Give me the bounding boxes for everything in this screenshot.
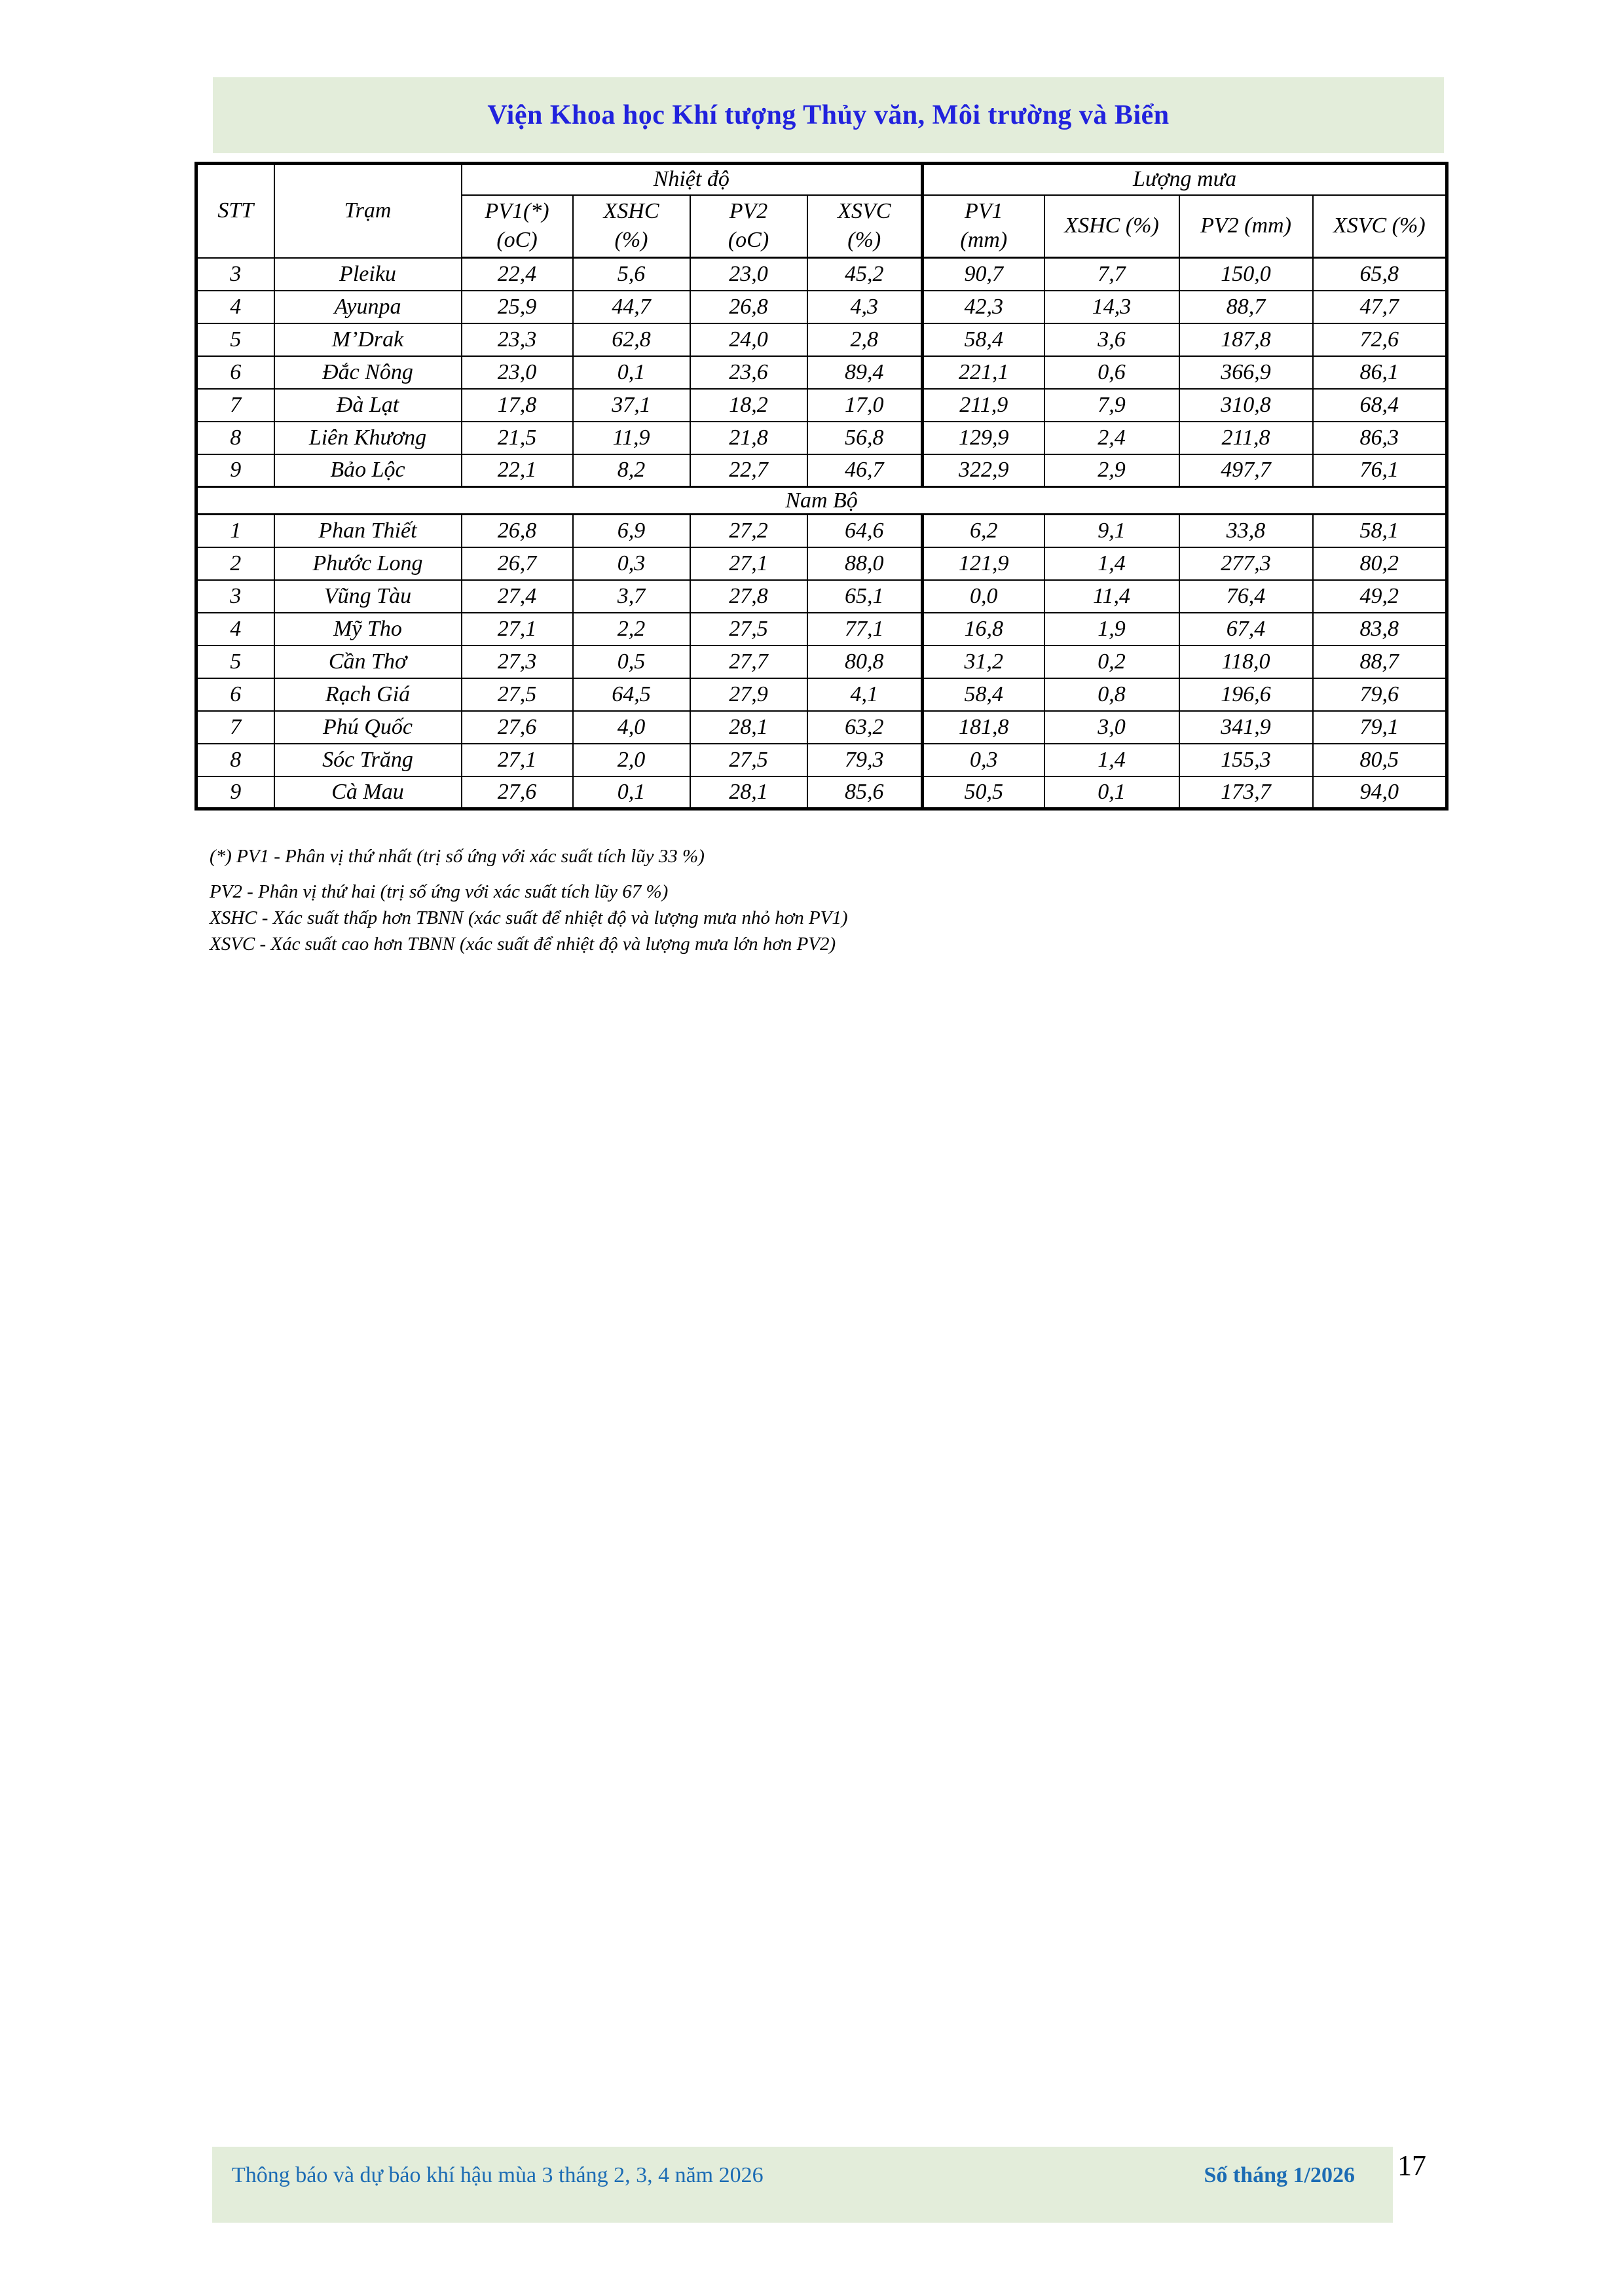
subheader-label: PV2 — [729, 199, 768, 224]
rain-xshc-cell: 1,4 — [1044, 744, 1179, 776]
rain-pv2-cell: 33,8 — [1179, 515, 1313, 547]
temp-pv2-cell: 23,0 — [690, 258, 807, 291]
rain-pv1-cell: 16,8 — [923, 613, 1044, 646]
rain-xshc-cell: 0,8 — [1044, 678, 1179, 711]
temp-pv2-cell: 21,8 — [690, 422, 807, 454]
rain-pv2-cell: 173,7 — [1179, 776, 1313, 809]
rain-xshc-cell: 1,4 — [1044, 547, 1179, 580]
temp-xsvc-cell: 63,2 — [807, 711, 923, 744]
row-stt-cell: 4 — [196, 613, 274, 646]
temp-xshc-cell: 3,7 — [573, 580, 690, 613]
rain-xshc-cell: 0,1 — [1044, 776, 1179, 809]
temp-pv1-cell: 27,1 — [462, 744, 573, 776]
header-band — [213, 77, 1444, 153]
subheader-label: XSVC (%) — [1333, 213, 1426, 238]
temp-pv2-cell: 22,7 — [690, 454, 807, 487]
temp-xshc-cell: 64,5 — [573, 678, 690, 711]
temp-pv1-cell: 26,8 — [462, 515, 573, 547]
rain-xshc-cell: 3,0 — [1044, 711, 1179, 744]
rain-pv1-cell: 58,4 — [923, 678, 1044, 711]
row-stt-cell: 9 — [196, 776, 274, 809]
rain-xsvc-cell: 79,1 — [1313, 711, 1447, 744]
rain-pv2-cell: 341,9 — [1179, 711, 1313, 744]
footnote-pv2: PV2 - Phân vị thứ hai (trị số ứng với xác suất tích lũy 67 %) — [210, 881, 669, 902]
rain-xsvc-cell: 88,7 — [1313, 646, 1447, 678]
temp-xshc-cell: 4,0 — [573, 711, 690, 744]
row-station-cell: Phan Thiết — [274, 515, 462, 547]
page-title: Viện Khoa học Khí tượng Thủy văn, Môi trường và Biển — [487, 100, 1170, 130]
row-stt-cell: 6 — [196, 678, 274, 711]
subheader-label: XSVC — [838, 199, 891, 224]
row-stt-cell: 3 — [196, 258, 274, 291]
row-station-cell: Phước Long — [274, 547, 462, 580]
temp-pv2-cell: 27,9 — [690, 678, 807, 711]
temp-pv1-cell: 25,9 — [462, 291, 573, 323]
temp-pv1-cell: 27,6 — [462, 711, 573, 744]
table-row — [196, 776, 1447, 809]
temp-xshc-cell: 0,5 — [573, 646, 690, 678]
temp-pv1-cell: 21,5 — [462, 422, 573, 454]
row-station-cell: Ayunpa — [274, 291, 462, 323]
table-row — [196, 454, 1447, 487]
row-station-cell: Rạch Giá — [274, 678, 462, 711]
rain-pv1-cell: 322,9 — [923, 454, 1044, 487]
table-row — [196, 515, 1447, 547]
rain-pv1-cell: 58,4 — [923, 323, 1044, 356]
temp-pv1-cell: 27,6 — [462, 776, 573, 809]
footnotes — [210, 845, 1192, 958]
temp-xshc-cell: 62,8 — [573, 323, 690, 356]
rain-pv2-cell: 277,3 — [1179, 547, 1313, 580]
table-row — [196, 422, 1447, 454]
section-divider-body — [196, 487, 1447, 515]
rain-xshc-cell: 14,3 — [1044, 291, 1179, 323]
rain-pv1-cell: 129,9 — [923, 422, 1044, 454]
rain-xsvc-cell: 72,6 — [1313, 323, 1447, 356]
temp-pv2-cell: 27,5 — [690, 744, 807, 776]
page-number: 17 — [1397, 2149, 1426, 2181]
row-stt-cell: 5 — [196, 323, 274, 356]
temp-pv1-cell: 26,7 — [462, 547, 573, 580]
footer-publication-title: Thông báo và dự báo khí hậu mùa 3 tháng 2, 3, 4 năm 2026 — [232, 2163, 764, 2187]
rain-xsvc-cell: 65,8 — [1313, 258, 1447, 291]
row-station-cell: Vũng Tàu — [274, 580, 462, 613]
row-station-cell: Pleiku — [274, 258, 462, 291]
temp-xshc-cell: 0,1 — [573, 776, 690, 809]
row-station-cell: Cà Mau — [274, 776, 462, 809]
subheader-label: PV1(*) — [485, 199, 549, 224]
rain-xshc-cell: 2,9 — [1044, 454, 1179, 487]
rain-xsvc-cell: 94,0 — [1313, 776, 1447, 809]
rain-pv2-cell: 76,4 — [1179, 580, 1313, 613]
rain-xsvc-cell: 79,6 — [1313, 678, 1447, 711]
temp-xshc-cell: 2,0 — [573, 744, 690, 776]
table-body-highlands — [196, 258, 1447, 487]
row-stt-cell: 1 — [196, 515, 274, 547]
rain-pv1-cell: 221,1 — [923, 356, 1044, 389]
rain-xshc-cell: 7,9 — [1044, 389, 1179, 422]
rain-pv2-cell: 497,7 — [1179, 454, 1313, 487]
subheader-temp-pv2 — [690, 195, 807, 258]
table-header — [196, 164, 1447, 258]
group-header-temperature: Nhiệt độ — [462, 164, 923, 195]
table-row — [196, 356, 1447, 389]
temp-xsvc-cell: 77,1 — [807, 613, 923, 646]
table-row — [196, 613, 1447, 646]
rain-xshc-cell: 2,4 — [1044, 422, 1179, 454]
rain-pv1-cell: 121,9 — [923, 547, 1044, 580]
subheader-rain-pv1 — [923, 195, 1044, 258]
temp-xsvc-cell: 17,0 — [807, 389, 923, 422]
temp-xsvc-cell: 46,7 — [807, 454, 923, 487]
subheader-label: PV1 — [965, 199, 1003, 224]
table-row — [196, 547, 1447, 580]
table-row — [196, 678, 1447, 711]
subheader-temp-xshc — [573, 195, 690, 258]
row-stt-cell: 4 — [196, 291, 274, 323]
temp-xshc-cell: 6,9 — [573, 515, 690, 547]
subheader-rain-xshc — [1044, 195, 1179, 258]
temp-pv2-cell: 27,2 — [690, 515, 807, 547]
subheader-unit: (mm) — [960, 228, 1008, 253]
footnote-pv1: (*) PV1 - Phân vị thứ nhất (trị số ứng với xác suất tích lũy 33 %) — [210, 846, 705, 867]
temp-xsvc-cell: 79,3 — [807, 744, 923, 776]
temp-xsvc-cell: 4,1 — [807, 678, 923, 711]
rain-pv2-cell: 155,3 — [1179, 744, 1313, 776]
subheader-rain-pv2 — [1179, 195, 1313, 258]
footnote-xshc: XSHC - Xác suất thấp hơn TBNN (xác suất để nhiệt độ và lượng mưa nhỏ hơn PV1) — [210, 907, 848, 928]
group-header-rainfall: Lượng mưa — [923, 164, 1447, 195]
rain-xsvc-cell: 83,8 — [1313, 613, 1447, 646]
rain-xshc-cell: 9,1 — [1044, 515, 1179, 547]
row-stt-cell: 3 — [196, 580, 274, 613]
subheader-unit: (oC) — [496, 228, 538, 253]
climate-forecast-table — [194, 162, 1449, 811]
rain-pv2-cell: 366,9 — [1179, 356, 1313, 389]
row-station-cell: Phú Quốc — [274, 711, 462, 744]
row-station-cell: Cần Thơ — [274, 646, 462, 678]
temp-pv2-cell: 26,8 — [690, 291, 807, 323]
subheader-unit: (%) — [614, 228, 648, 253]
row-station-cell: M’Drak — [274, 323, 462, 356]
temp-pv1-cell: 17,8 — [462, 389, 573, 422]
subheader-unit: (oC) — [728, 228, 769, 253]
table-body-nam-bo — [196, 515, 1447, 809]
rain-xshc-cell: 3,6 — [1044, 323, 1179, 356]
temp-pv1-cell: 27,3 — [462, 646, 573, 678]
table-row — [196, 744, 1447, 776]
row-station-cell: Mỹ Tho — [274, 613, 462, 646]
rain-xsvc-cell: 80,2 — [1313, 547, 1447, 580]
row-stt-cell: 5 — [196, 646, 274, 678]
table-row — [196, 580, 1447, 613]
temp-pv2-cell: 27,1 — [690, 547, 807, 580]
temp-pv2-cell: 27,5 — [690, 613, 807, 646]
table-row — [196, 389, 1447, 422]
rain-xshc-cell: 0,2 — [1044, 646, 1179, 678]
temp-pv2-cell: 24,0 — [690, 323, 807, 356]
temp-xsvc-cell: 56,8 — [807, 422, 923, 454]
rain-xsvc-cell: 86,3 — [1313, 422, 1447, 454]
row-station-cell: Đà Lạt — [274, 389, 462, 422]
row-stt-cell: 6 — [196, 356, 274, 389]
subheader-unit: (%) — [847, 228, 881, 253]
rain-xshc-cell: 1,9 — [1044, 613, 1179, 646]
temp-xsvc-cell: 45,2 — [807, 258, 923, 291]
subheader-rain-xsvc — [1313, 195, 1447, 258]
temp-xsvc-cell: 65,1 — [807, 580, 923, 613]
temp-xshc-cell: 0,1 — [573, 356, 690, 389]
rain-pv1-cell: 211,9 — [923, 389, 1044, 422]
rain-xsvc-cell: 76,1 — [1313, 454, 1447, 487]
row-stt-cell: 8 — [196, 422, 274, 454]
rain-pv1-cell: 0,3 — [923, 744, 1044, 776]
temp-xshc-cell: 44,7 — [573, 291, 690, 323]
rain-pv1-cell: 6,2 — [923, 515, 1044, 547]
temp-pv1-cell: 22,4 — [462, 258, 573, 291]
temp-pv1-cell: 27,5 — [462, 678, 573, 711]
temp-xsvc-cell: 89,4 — [807, 356, 923, 389]
row-stt-cell: 2 — [196, 547, 274, 580]
footnote-xsvc: XSVC - Xác suất cao hơn TBNN (xác suất để nhiệt độ và lượng mưa lớn hơn PV2) — [210, 934, 836, 955]
temp-xsvc-cell: 2,8 — [807, 323, 923, 356]
temp-xshc-cell: 0,3 — [573, 547, 690, 580]
rain-pv1-cell: 90,7 — [923, 258, 1044, 291]
temp-xsvc-cell: 64,6 — [807, 515, 923, 547]
temp-pv2-cell: 28,1 — [690, 711, 807, 744]
temp-pv2-cell: 18,2 — [690, 389, 807, 422]
rain-xsvc-cell: 49,2 — [1313, 580, 1447, 613]
rain-xsvc-cell: 86,1 — [1313, 356, 1447, 389]
temp-pv1-cell: 23,0 — [462, 356, 573, 389]
rain-xsvc-cell: 68,4 — [1313, 389, 1447, 422]
rain-pv1-cell: 31,2 — [923, 646, 1044, 678]
rain-pv2-cell: 211,8 — [1179, 422, 1313, 454]
row-stt-cell: 9 — [196, 454, 274, 487]
temp-xshc-cell: 11,9 — [573, 422, 690, 454]
row-stt-cell: 7 — [196, 389, 274, 422]
footer-band — [212, 2147, 1393, 2223]
table-row — [196, 323, 1447, 356]
temp-pv1-cell: 27,4 — [462, 580, 573, 613]
rain-pv1-cell: 181,8 — [923, 711, 1044, 744]
temp-xshc-cell: 37,1 — [573, 389, 690, 422]
rain-pv2-cell: 118,0 — [1179, 646, 1313, 678]
row-station-cell: Liên Khương — [274, 422, 462, 454]
subheader-label: XSHC (%) — [1064, 213, 1159, 238]
temp-pv1-cell: 22,1 — [462, 454, 573, 487]
temp-xshc-cell: 2,2 — [573, 613, 690, 646]
table-row — [196, 291, 1447, 323]
rain-pv2-cell: 88,7 — [1179, 291, 1313, 323]
rain-pv1-cell: 50,5 — [923, 776, 1044, 809]
temp-pv2-cell: 23,6 — [690, 356, 807, 389]
rain-pv1-cell: 0,0 — [923, 580, 1044, 613]
footer-issue-number: Số tháng 1/2026 — [1204, 2163, 1355, 2187]
temp-xshc-cell: 5,6 — [573, 258, 690, 291]
temp-pv2-cell: 27,8 — [690, 580, 807, 613]
subheader-label: PV2 (mm) — [1200, 213, 1291, 238]
subheader-temp-xsvc — [807, 195, 923, 258]
temp-xsvc-cell: 88,0 — [807, 547, 923, 580]
row-stt-cell: 8 — [196, 744, 274, 776]
subheader-label: XSHC — [603, 199, 659, 224]
rain-pv2-cell: 67,4 — [1179, 613, 1313, 646]
temp-pv2-cell: 27,7 — [690, 646, 807, 678]
rain-xsvc-cell: 58,1 — [1313, 515, 1447, 547]
table-row — [196, 646, 1447, 678]
rain-xshc-cell: 0,6 — [1044, 356, 1179, 389]
table-row — [196, 258, 1447, 291]
rain-pv2-cell: 196,6 — [1179, 678, 1313, 711]
row-station-cell: Sóc Trăng — [274, 744, 462, 776]
rain-pv2-cell: 310,8 — [1179, 389, 1313, 422]
rain-xsvc-cell: 47,7 — [1313, 291, 1447, 323]
temp-xshc-cell: 8,2 — [573, 454, 690, 487]
rain-pv1-cell: 42,3 — [923, 291, 1044, 323]
temp-pv1-cell: 23,3 — [462, 323, 573, 356]
temp-xsvc-cell: 85,6 — [807, 776, 923, 809]
temp-pv1-cell: 27,1 — [462, 613, 573, 646]
table-row — [196, 711, 1447, 744]
section-label-nam-bo: Nam Bộ — [196, 487, 1447, 515]
temp-xsvc-cell: 80,8 — [807, 646, 923, 678]
header-station: Trạm — [274, 164, 462, 258]
temp-pv2-cell: 28,1 — [690, 776, 807, 809]
section-divider-row — [196, 487, 1447, 515]
temp-xsvc-cell: 4,3 — [807, 291, 923, 323]
group-header-row — [196, 164, 1447, 195]
rain-xsvc-cell: 80,5 — [1313, 744, 1447, 776]
rain-xshc-cell: 7,7 — [1044, 258, 1179, 291]
row-station-cell: Đắc Nông — [274, 356, 462, 389]
row-station-cell: Bảo Lộc — [274, 454, 462, 487]
rain-xshc-cell: 11,4 — [1044, 580, 1179, 613]
rain-pv2-cell: 187,8 — [1179, 323, 1313, 356]
row-stt-cell: 7 — [196, 711, 274, 744]
rain-pv2-cell: 150,0 — [1179, 258, 1313, 291]
header-stt: STT — [196, 164, 274, 258]
subheader-temp-pv1 — [462, 195, 573, 258]
